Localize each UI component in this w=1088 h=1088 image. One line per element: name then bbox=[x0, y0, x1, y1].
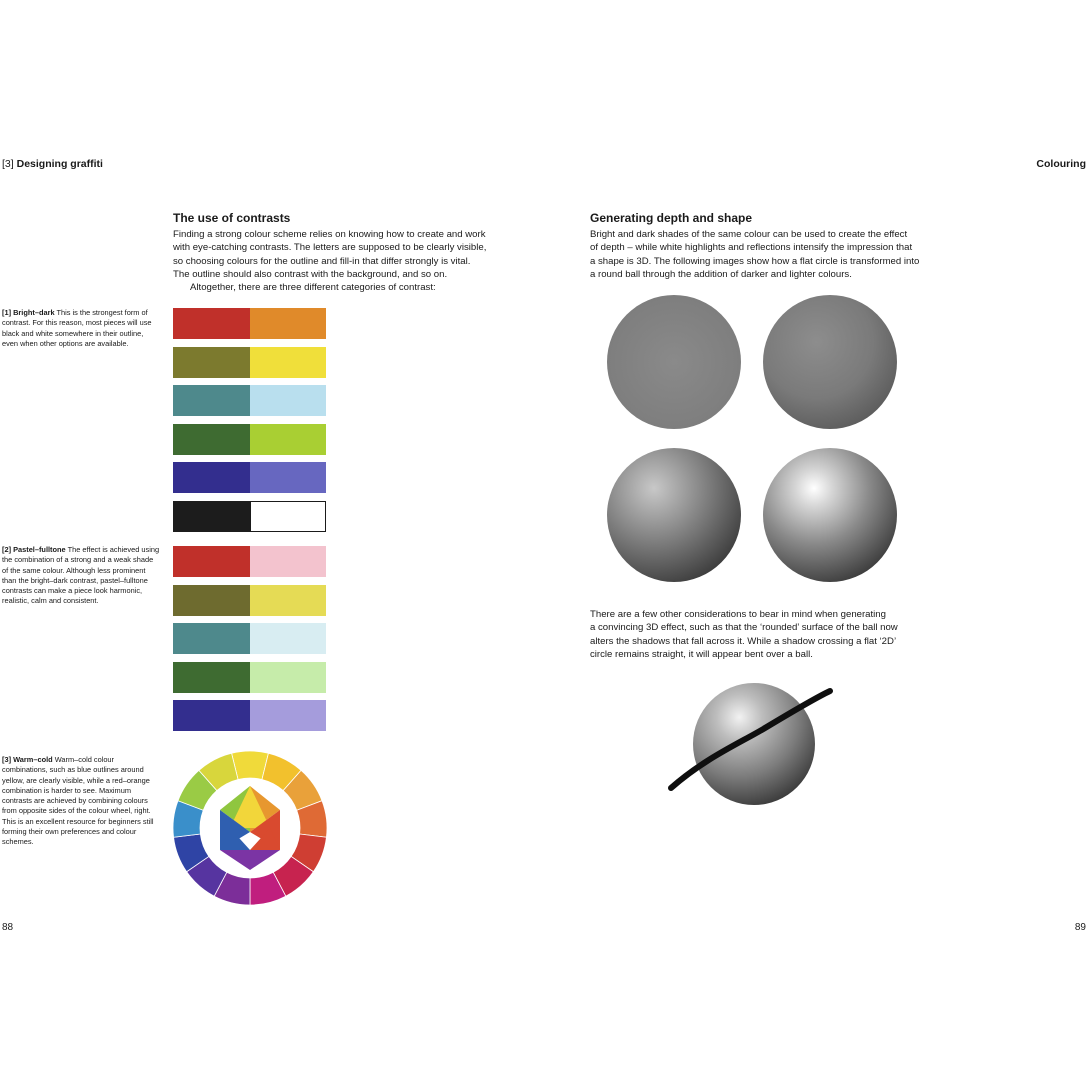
contrasts-heading: The use of contrasts bbox=[173, 211, 291, 225]
colour-wheel bbox=[172, 750, 328, 906]
swatch-light bbox=[250, 623, 327, 654]
intro-line: a shape is 3D. The following images show how a flat circle is transformed into bbox=[590, 255, 920, 267]
pastel-fulltone-swatch-row bbox=[173, 546, 326, 577]
running-head-right: Colouring bbox=[1036, 158, 1086, 170]
pastel-fulltone-swatch-row bbox=[173, 662, 326, 693]
pastel-fulltone-swatch-row bbox=[173, 623, 326, 654]
note-pastel-fulltone bbox=[2, 545, 160, 607]
bright-dark-swatch-row bbox=[173, 308, 326, 339]
swatch-dark bbox=[173, 424, 250, 455]
note-warm-cold bbox=[2, 755, 160, 848]
swatch-dark bbox=[173, 462, 250, 493]
bright-dark-swatch-row bbox=[173, 424, 326, 455]
swatch-light bbox=[250, 424, 327, 455]
intro-line: so choosing colours for the outline and fill-in that differ strongly is vital. bbox=[173, 255, 471, 267]
bright-dark-swatch-row bbox=[173, 347, 326, 378]
swatch-dark bbox=[173, 385, 250, 416]
bright-dark-swatch-row bbox=[173, 385, 326, 416]
note-label: [2] Pastel–fulltone bbox=[2, 545, 66, 554]
paragraph-line: alters the shadows that fall across it. While a shadow crossing a flat ‘2D’ bbox=[590, 635, 897, 647]
lightly-shaded-circle bbox=[763, 295, 897, 429]
swatch-dark bbox=[173, 623, 250, 654]
swatch-dark bbox=[173, 546, 250, 577]
intro-line: Altogether, there are three different categories of contrast: bbox=[190, 282, 436, 294]
pastel-fulltone-swatch-row bbox=[173, 700, 326, 731]
swatch-dark bbox=[173, 700, 250, 731]
intro-line: a round ball through the addition of darker and lighter colours. bbox=[590, 268, 852, 280]
swatch-light bbox=[250, 308, 327, 339]
swatch-dark bbox=[173, 585, 250, 616]
chapter-title: Designing graffiti bbox=[16, 158, 103, 170]
ball-with-shadow bbox=[665, 683, 840, 808]
intro-line: of depth – while white highlights and reflections intensify the impression that bbox=[590, 242, 913, 254]
swatch-light bbox=[250, 700, 327, 731]
highlighted-ball bbox=[763, 448, 897, 582]
running-head-left bbox=[2, 158, 103, 170]
ball bbox=[693, 683, 815, 805]
intro-line: Bright and dark shades of the same colour can be used to create the effect bbox=[590, 229, 908, 240]
swatch-dark bbox=[173, 308, 250, 339]
note-label: [1] Bright–dark bbox=[2, 308, 55, 317]
shading-progression bbox=[600, 292, 910, 592]
note-text: Warm–cold colour combinations, such as blue outlines around yellow, are clearly visible, while a red–orange combination is harder to see. Maximum contrasts are achieved by combining colours from opposite sides of the colour wheel, right. This is an excellent resource for beginners still forming their own preferences and colour schemes. bbox=[2, 755, 154, 847]
swatch-light bbox=[250, 385, 327, 416]
contrasts-intro bbox=[173, 228, 493, 294]
flat-circle bbox=[607, 295, 741, 429]
intro-line: Finding a strong colour scheme relies on knowing how to create and work bbox=[173, 229, 486, 240]
swatch-light bbox=[250, 546, 327, 577]
page-number-left: 88 bbox=[2, 922, 14, 933]
swatch-light bbox=[250, 347, 327, 378]
intro-line: with eye-catching contrasts. The letters are supposed to be clearly visible, bbox=[173, 242, 487, 254]
shaded-ball bbox=[607, 448, 741, 582]
swatch-light bbox=[250, 462, 327, 493]
swatch-dark bbox=[173, 347, 250, 378]
swatch-light bbox=[250, 501, 327, 532]
swatch-dark bbox=[173, 662, 250, 693]
swatch-dark bbox=[173, 501, 250, 532]
note-text: This is the strongest form of contrast. For this reason, most pieces will use black and white somewhere in their outline, even when other options are available. bbox=[2, 308, 152, 348]
note-text: The effect is achieved using the combination of a strong and a weak shade of the same colour. Although less prominent than the bright–dark contrast, pastel–fulltone contrasts can make a piece look harmonic, realistic, calm and consistent. bbox=[2, 545, 160, 606]
depth-heading: Generating depth and shape bbox=[590, 211, 753, 225]
paragraph-line: circle remains straight, it will appear bent over a ball. bbox=[590, 648, 813, 660]
page-number-right: 89 bbox=[1074, 922, 1086, 933]
swatch-light bbox=[250, 585, 327, 616]
bright-dark-swatch-row bbox=[173, 501, 326, 532]
paragraph-line: There are a few other considerations to bear in mind when generating bbox=[590, 609, 886, 620]
depth-intro bbox=[590, 228, 920, 281]
shadow-paragraph bbox=[590, 608, 920, 661]
pastel-fulltone-swatch-row bbox=[173, 585, 326, 616]
chapter-number: [3] bbox=[2, 158, 14, 170]
note-label: [3] Warm–cold bbox=[2, 755, 53, 764]
intro-line: The outline should also contrast with the background, and so on. bbox=[173, 268, 448, 280]
bright-dark-swatch-row bbox=[173, 462, 326, 493]
swatch-light bbox=[250, 662, 327, 693]
note-bright-dark bbox=[2, 308, 160, 349]
paragraph-line: a convincing 3D effect, such as that the ‘rounded’ surface of the ball now bbox=[590, 622, 898, 634]
